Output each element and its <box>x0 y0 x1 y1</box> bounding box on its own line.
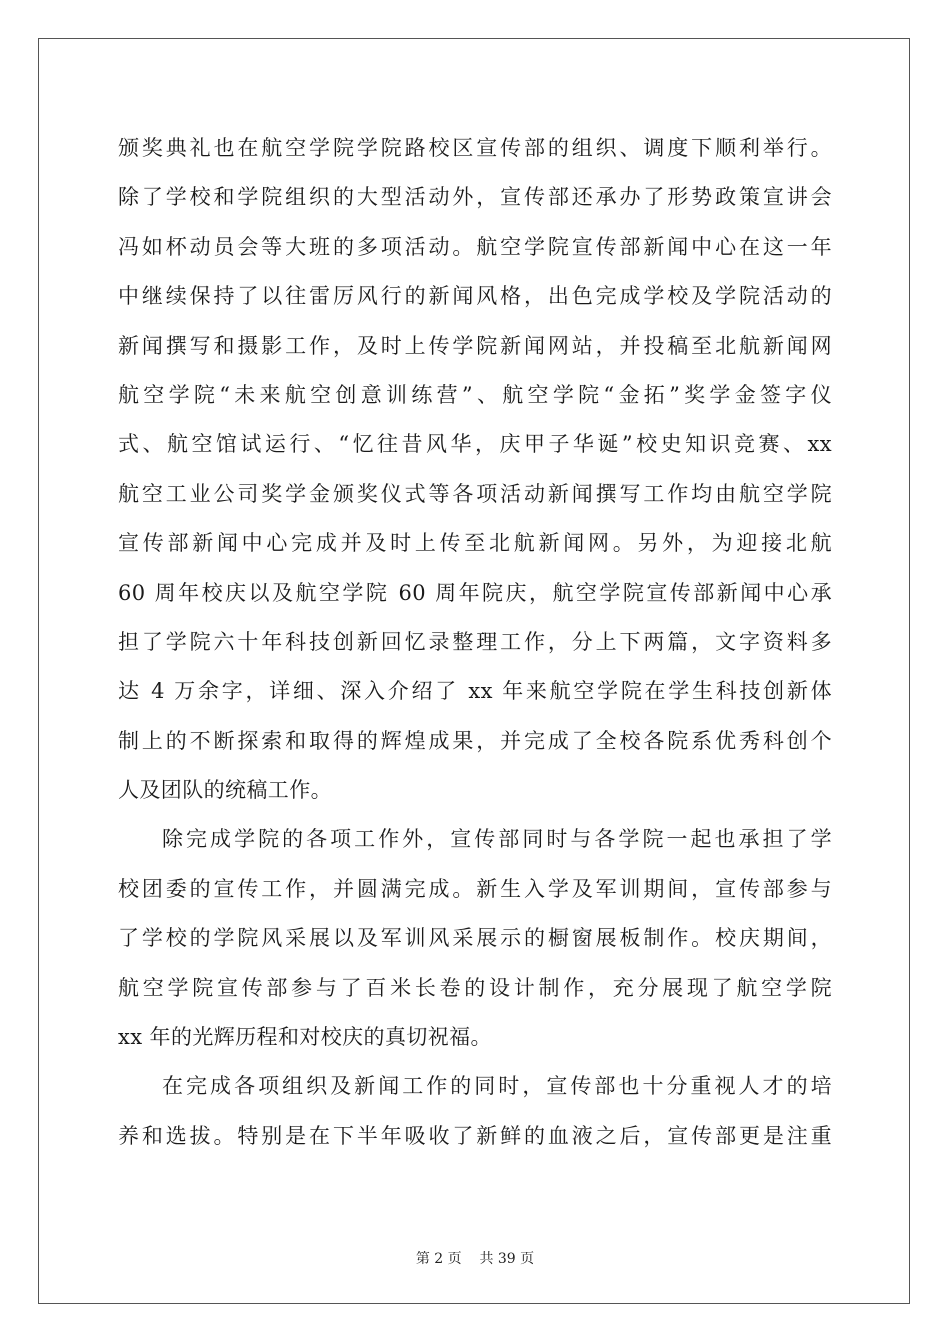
text-line: 养和选拔。特别是在下半年吸收了新鲜的血液之后，宣传部更是注重 <box>118 1123 832 1148</box>
text-line: 颁奖典礼也在航空学院学院路校区宣传部的组织、调度下顺利举行。 <box>118 136 832 160</box>
document-body <box>118 124 832 1161</box>
text-line: 担了学院六十年科技创新回忆录整理工作，分上下两篇，文字资料多 <box>118 629 832 654</box>
text-line: 冯如杯动员会等大班的多项活动。航空学院宣传部新闻中心在这一年 <box>118 234 832 259</box>
text-line: 校团委的宣传工作，并圆满完成。新生入学及军训期间，宣传部参与 <box>118 876 832 901</box>
page-number: 第 2 页 <box>415 1251 462 1267</box>
text-line: 除了学校和学院组织的大型活动外，宣传部还承办了形势政策宣讲会 <box>118 185 832 210</box>
paragraph-2 <box>118 815 832 1062</box>
text-line: 60 周年校庆以及航空学院 60 周年院庆，航空学院宣传部新闻中心承 <box>118 580 832 605</box>
text-line: 中继续保持了以往雷厉风行的新闻风格，出色完成学校及学院活动的 <box>118 284 832 309</box>
text-line: 在完成各项组织及新闻工作的同时，宣传部也十分重视人才的培 <box>162 1074 832 1099</box>
text-line: xx 年的光辉历程和对校庆的真切祝福。 <box>118 1025 492 1050</box>
text-line: 航空学院“未来航空创意训练营”、航空学院“金拓”奖学金签字仪 <box>118 382 832 407</box>
page-footer <box>0 1248 950 1268</box>
page-total: 共 39 页 <box>479 1251 535 1267</box>
text-line: 人及团队的统稿工作。 <box>118 778 332 803</box>
text-line: 除完成学院的各项工作外，宣传部同时与各学院一起也承担了学 <box>162 827 832 852</box>
text-line: 航空学院宣传部参与了百米长卷的设计制作，充分展现了航空学院 <box>118 975 832 1000</box>
paragraph-3 <box>118 1062 832 1161</box>
text-line: 新闻撰写和摄影工作，及时上传学院新闻网站，并投稿至北航新闻网 <box>118 333 832 358</box>
paragraph-1 <box>118 124 832 815</box>
text-line: 宣传部新闻中心完成并及时上传至北航新闻网。另外，为迎接北航 <box>118 531 832 556</box>
text-line: 制上的不断探索和取得的辉煌成果，并完成了全校各院系优秀科创个 <box>118 728 832 753</box>
text-line: 式、航空馆试运行、“忆往昔风华，庆甲子华诞”校史知识竞赛、xx <box>118 432 832 457</box>
text-line: 达 4 万余字，详细、深入介绍了 xx 年来航空学院在学生科技创新体 <box>118 679 832 704</box>
text-line: 了学校的学院风采展以及军训风采展示的橱窗展板制作。校庆期间， <box>118 926 832 951</box>
text-line: 航空工业公司奖学金颁奖仪式等各项活动新闻撰写工作均由航空学院 <box>118 481 832 506</box>
